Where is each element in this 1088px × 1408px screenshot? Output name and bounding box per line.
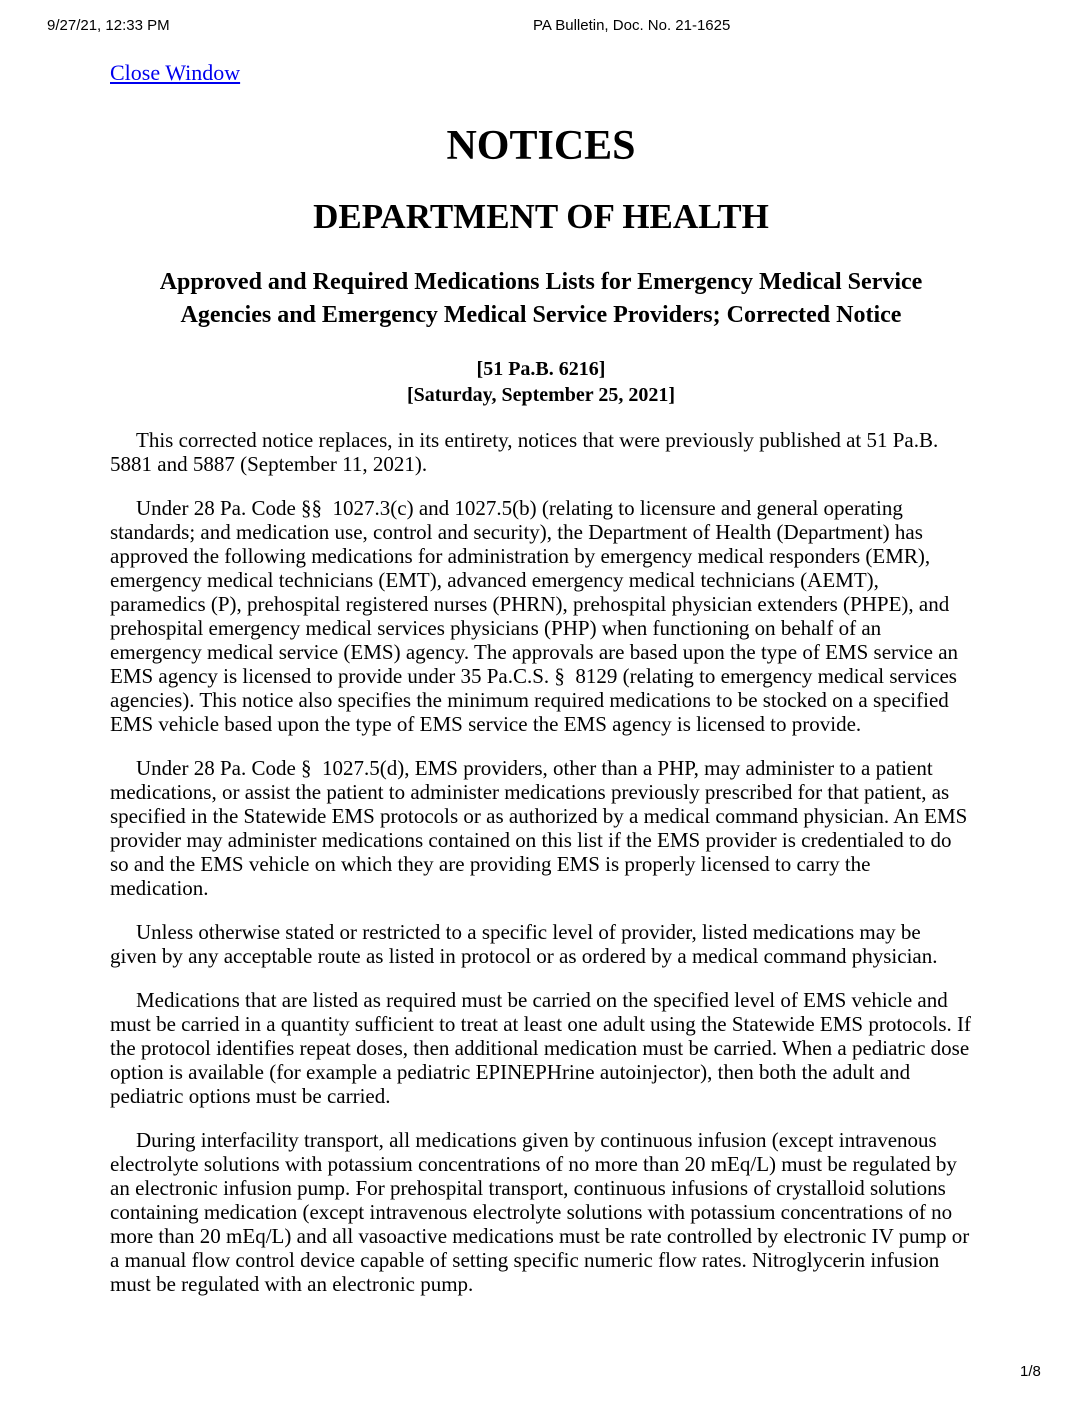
- body-paragraph-5: Medications that are listed as required must be carried on the specified level of EMS vehicle and must be carried in a quantity sufficient to treat at least one adult using the Statewide EMS protocols. If the protocol identifies repeat doses, then additional medication must be carried. When a pediatric dose option is available (for example a pediatric EPINEPHrine autoinjector), then both the adult and pediatric options must be carried.: [110, 988, 971, 1108]
- print-doc-reference: PA Bulletin, Doc. No. 21-1625: [533, 17, 731, 34]
- body-paragraph-3: Under 28 Pa. Code § 1027.5(d), EMS providers, other than a PHP, may administer to a patient medications, or assist the patient to administer medications previously prescribed for that patient, as specified in the Statewide EMS protocols or as authorized by a medical command physician. An EMS provider may administer medications contained on this list if the EMS provider is credentialed to do so and the EMS vehicle on which they are providing EMS is properly licensed to carry the medication.: [110, 756, 968, 900]
- close-window-link[interactable]: Close Window: [110, 60, 241, 85]
- body-paragraph-4: Unless otherwise stated or restricted to a specific level of provider, listed medications may be given by any acceptable route as listed in protocol or as ordered by a medical command physician.: [110, 920, 938, 968]
- bulletin-citation: [51 Pa.B. 6216]: [476, 358, 606, 380]
- body-paragraph-2: Under 28 Pa. Code §§ 1027.3(c) and 1027.5(b) (relating to licensure and general operating standards; and medication use, control and security), the Department of Health (Department) has approved the following medications for administration by emergency medical responders (EMR), emergency medical technicians (EMT), advanced emergency medical technicians (AEMT), paramedics (P), prehospital registered nurses (PHRN), prehospital physician extenders (PHPE), and prehospital emergency medical services physicians (PHP) when functioning on behalf of an emergency medical service (EMS) agency. The approvals are based upon the type of EMS service an EMS agency is licensed to provide under 35 Pa.C.S. § 8129 (relating to emergency medical services agencies). This notice also specifies the minimum required medications to be stocked on a specified EMS vehicle based upon the type of EMS service the EMS agency is licensed to provide.: [110, 496, 959, 736]
- print-page-indicator: 1/8: [1020, 1363, 1041, 1380]
- body-paragraph-6: During interfacility transport, all medications given by continuous infusion (except intravenous electrolyte solutions with potassium concentrations of no more than 20 mEq/L) must be regulated by an electronic infusion pump. For prehospital transport, continuous infusions of crystalloid solutions containing medication (except intravenous electrolyte solutions with potassium concentrations of no more than 20 mEq/L) and all vasoactive medications must be rate controlled by electronic IV pump or a manual flow control device capable of setting specific numeric flow rates. Nitroglycerin infusion must be regulated with an electronic pump.: [110, 1128, 970, 1296]
- print-timestamp: 9/27/21, 12:33 PM: [47, 17, 170, 34]
- close-window-row: [110, 61, 972, 88]
- notice-title-line-1: Approved and Required Medications Lists for Emergency Medical Service: [159, 269, 923, 295]
- published-date: [Saturday, September 25, 2021]: [407, 384, 675, 406]
- notice-title-line-2: Agencies and Emergency Medical Service Providers; Corrected Notice: [180, 302, 902, 328]
- citation-block: [110, 356, 972, 408]
- notice-title: [110, 266, 972, 332]
- section-heading-notices: NOTICES: [446, 123, 636, 169]
- body-paragraph-1: This corrected notice replaces, in its entirety, notices that were previously published at 51 Pa.B. 5881 and 5887 (September 11, 2021).: [110, 428, 939, 476]
- agency-heading: DEPARTMENT OF HEALTH: [313, 197, 769, 236]
